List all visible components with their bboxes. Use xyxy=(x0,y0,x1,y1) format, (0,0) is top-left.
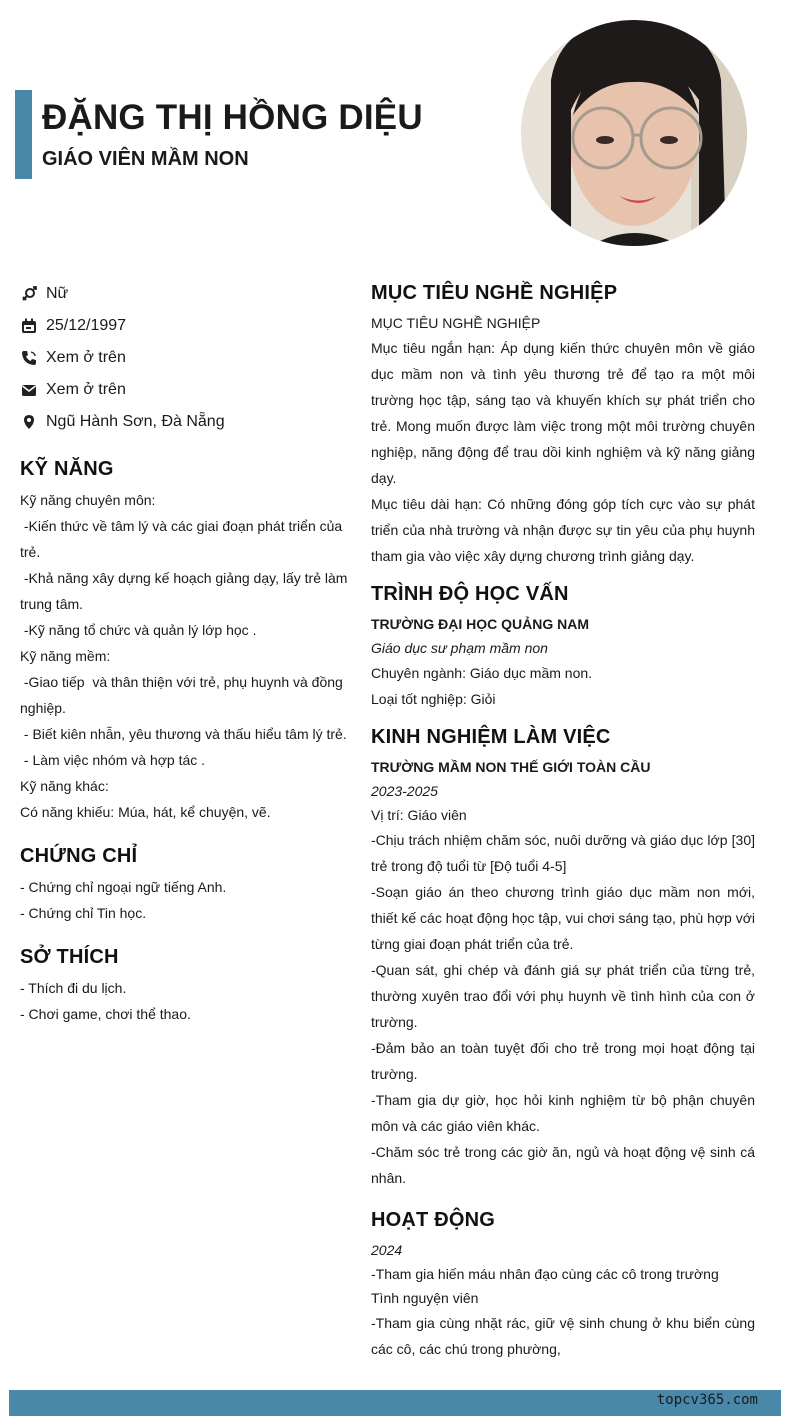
experience-duty: -Tham gia dự giờ, học hỏi kinh nghiệm từ bộ phận chuyên môn và các giáo viên khác. xyxy=(371,1092,755,1134)
experience-duty: -Soạn giáo án theo chương trình giáo dục mầm non mới, thiết kế các hoạt động học tập, vui chơi sáng tạo, phù hợp với từng giai đoạn phát triển của trẻ. xyxy=(371,884,756,952)
contact-location-value: Ngũ Hành Sơn, Đà Nẵng xyxy=(46,413,225,430)
right-column xyxy=(371,282,755,1362)
contact-gender xyxy=(20,278,350,310)
education-major: Chuyên ngành: Giáo dục mầm non. xyxy=(371,665,593,681)
skills-line: - Biết kiên nhẫn, yêu thương và thấu hiểu tâm lý trẻ. xyxy=(20,726,347,742)
hobbies-heading: SỞ THÍCH xyxy=(20,946,119,968)
contact-birthday xyxy=(20,310,350,342)
activity-item: -Tham gia cùng nhặt rác, giữ vệ sinh chung ở khu biển cùng các cô, các chú trong phường, xyxy=(371,1315,755,1357)
name-accent-bar xyxy=(15,90,32,179)
certificate-item: - Chứng chỉ ngoại ngữ tiếng Anh. xyxy=(20,879,227,895)
objective-long-term: Mục tiêu dài hạn: Có những đóng góp tích cực vào sự phát triển của nhà trường và nhận được sự tin yêu của phụ huynh tham gia vào việc xây dựng chương trình giảng dạy. xyxy=(371,496,755,564)
contact-email xyxy=(20,374,350,406)
skills-line: Kỹ năng khác: xyxy=(20,778,109,794)
hobby-item: - Thích đi du lịch. xyxy=(20,980,127,996)
avatar xyxy=(521,20,747,246)
education-field: Giáo dục sư phạm mầm non xyxy=(371,640,548,656)
skills-line: Có năng khiếu: Múa, hát, kể chuyện, vẽ. xyxy=(20,804,271,820)
experience-position: Vị trí: Giáo viên xyxy=(371,807,467,823)
full-name: ĐẶNG THỊ HỒNG DIỆU xyxy=(42,98,423,137)
contact-birthday-value: 25/12/1997 xyxy=(46,317,127,334)
footer-brand: topcv365.com xyxy=(656,1392,758,1408)
certificate-item: - Chứng chỉ Tin học. xyxy=(20,905,147,921)
gender-icon xyxy=(20,285,38,303)
objective-short-term: Mục tiêu ngắn hạn: Áp dụng kiến thức chuyên môn về giáo dục mầm non và tình yêu thương trẻ để tạo ra một môi trường học tập, sáng tạo và khuyến khích sự phát triển cho trẻ. Mong muốn được làm việc trong một môi trường chuyên nghiệp, năng động để trau dồi kinh nghiệm và kỹ năng giảng dạy. xyxy=(371,340,755,486)
contact-location xyxy=(20,406,350,438)
skills-line: -Giao tiếp và thân thiện với trẻ, phụ huynh và đồng nghiệp. xyxy=(20,674,347,716)
hobby-item: - Chơi game, chơi thể thao. xyxy=(20,1006,191,1022)
skills-line: Kỹ năng chuyên môn: xyxy=(20,492,156,508)
objective-heading: MỤC TIÊU NGHỀ NGHIỆP xyxy=(371,282,618,304)
skills-line: -Kiến thức về tâm lý và các giai đoạn phát triển của trẻ. xyxy=(20,518,347,560)
skills-line: Kỹ năng mềm: xyxy=(20,648,111,664)
avatar-photo xyxy=(521,20,747,246)
activities-heading: HOẠT ĐỘNG xyxy=(371,1209,496,1231)
education-school: TRƯỜNG ĐẠI HỌC QUẢNG NAM xyxy=(371,616,589,632)
contact-gender-value: Nữ xyxy=(46,285,69,302)
calendar-icon xyxy=(20,317,38,335)
education-grade: Loại tốt nghiệp: Giỏi xyxy=(371,691,496,707)
skills-heading: KỸ NĂNG xyxy=(20,458,114,480)
left-column xyxy=(20,278,350,1027)
activity-item: -Tham gia hiến máu nhân đạo cùng các cô trong trường xyxy=(371,1266,719,1282)
activities-year: 2024 xyxy=(371,1242,403,1258)
contact-phone-value: Xem ở trên xyxy=(46,349,126,366)
certificates-heading: CHỨNG CHỈ xyxy=(20,845,138,867)
experience-company: TRƯỜNG MẦM NON THẾ GIỚI TOÀN CẦU xyxy=(371,759,651,775)
objective-subheading: MỤC TIÊU NGHỀ NGHIỆP xyxy=(371,315,541,331)
experience-duty: -Chăm sóc trẻ trong các giờ ăn, ngủ và hoạt động vệ sinh cá nhân. xyxy=(371,1144,755,1186)
experience-period: 2023-2025 xyxy=(371,783,438,799)
skills-line: - Làm việc nhóm và hợp tác . xyxy=(20,752,206,768)
email-icon xyxy=(20,381,38,399)
experience-duty: -Chịu trách nhiệm chăm sóc, nuôi dưỡng và giáo dục lớp [30] trẻ trong độ tuổi từ [Độ tuổi 4-5] xyxy=(371,832,755,874)
education-heading: TRÌNH ĐỘ HỌC VẤN xyxy=(371,583,569,605)
contact-email-value: Xem ở trên xyxy=(46,381,126,398)
skills-line: -Khả năng xây dựng kế hoạch giảng dạy, lấy trẻ làm trung tâm. xyxy=(20,570,352,612)
skills-line: -Kỹ năng tổ chức và quản lý lớp học . xyxy=(20,622,257,638)
activity-item: Tình nguyện viên xyxy=(371,1290,479,1306)
contact-phone xyxy=(20,342,350,374)
experience-duty: -Quan sát, ghi chép và đánh giá sự phát triển của từng trẻ, thường xuyên trao đổi với phụ huynh về tình hình của con ở trường. xyxy=(371,962,755,1030)
experience-heading: KINH NGHIỆM LÀM VIỆC xyxy=(371,726,611,748)
location-icon xyxy=(20,413,38,431)
job-title: GIÁO VIÊN MẦM NON xyxy=(42,148,249,170)
phone-icon xyxy=(20,349,38,367)
experience-duty: -Đảm bảo an toàn tuyệt đối cho trẻ trong mọi hoạt động tại trường. xyxy=(371,1040,755,1082)
